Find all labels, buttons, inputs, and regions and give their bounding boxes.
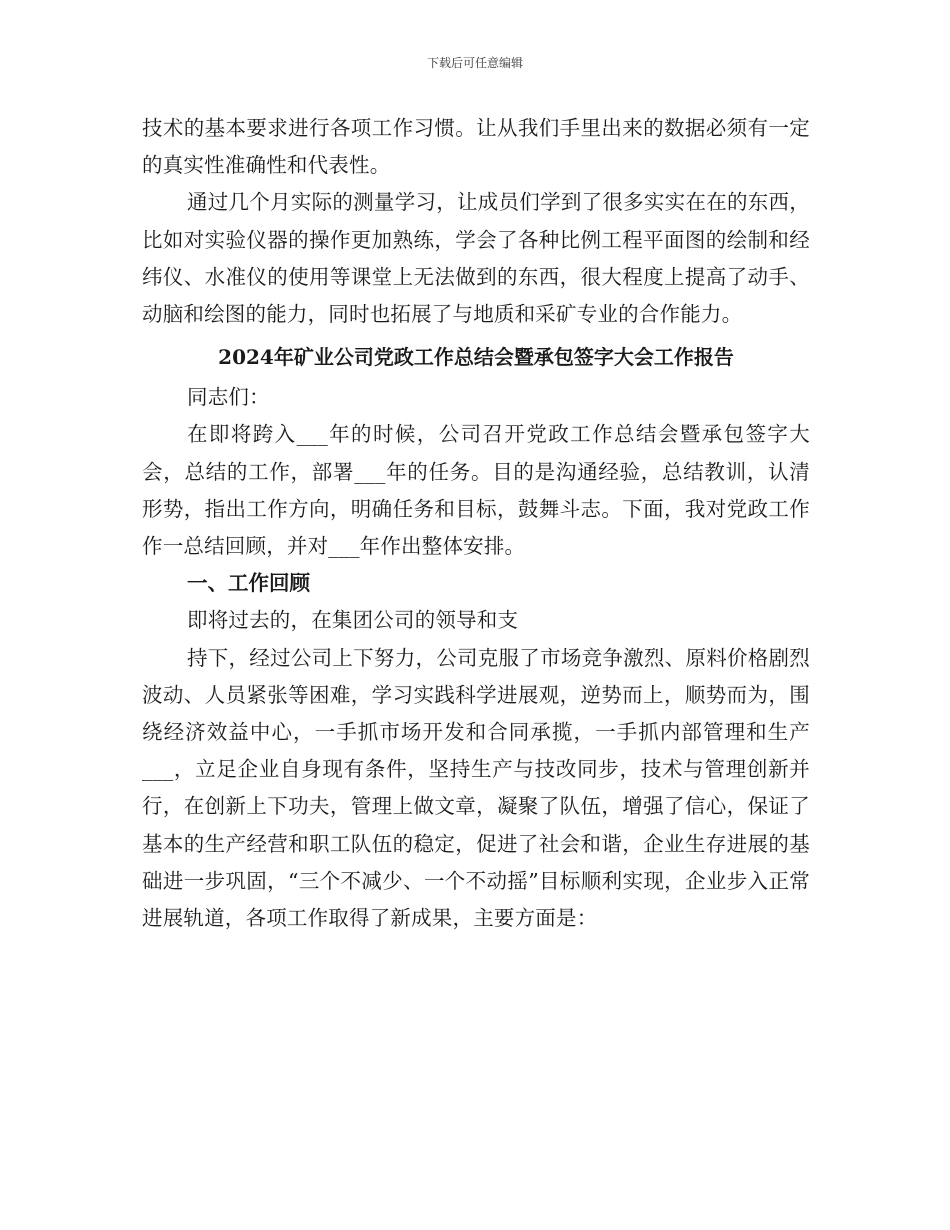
greeting: 同志们： [187, 385, 270, 410]
paragraph-2: 通过几个月实际的测量学习，让成员们学到了很多实实在在的东西，比如对实验仪器的操作更加熟练，学会了各种比例工程平面图的绘制和经纬仪、水准仪的使用等课堂上无法做到的东西，很大程度上提高了动手、动脑和绘图的能力，同时也拓展了与地质和采矿专业的合作能力。 [142, 190, 810, 327]
paragraph-5: 持下，经过公司上下努力，公司克服了市场竞争激烈、原料价格剧烈波动、人员紧张等困难，学习实践科学进展观，逆势而上，顺势而为，围绕经济效益中心，一手抓市场开发和合同承揽，一手抓内部管理和生产___，立足企业自身现有条件，坚持生产与技改同步，技术与管理创新并行，在创新上下功夫，管理上做文章，凝聚了队伍，增强了信心，保证了基本的生产经营和职工队伍的稳定，促进了社会和谐，企业生存进展的基础进一步巩固，“三个不减少、一个不动摇”目标顺利实现，企业步入正常进展轨道，各项工作取得了新成果，主要方面是： [142, 645, 810, 931]
document-body [142, 110, 810, 937]
paragraph-3: 在即将跨入___年的时候，公司召开党政工作总结会暨承包签字大会，总结的工作，部署___年的任务。目的是沟通经验，总结教训，认清形势，指出工作方向，明确任务和目标，鼓舞斗志。下面，我对党政工作作一总结回顾，并对___年作出整体安排。 [142, 422, 810, 559]
report-title: 2024年矿业公司党政工作总结会暨承包签字大会工作报告 [218, 345, 734, 370]
page-header-note: 下载后可任意编辑 [426, 56, 523, 70]
paragraph-4: 即将过去的，在集团公司的领导和支 [187, 608, 519, 633]
section-heading-1: 一、工作回顾 [187, 571, 310, 596]
paragraph-1: 技术的基本要求进行各项工作习惯。让从我们手里出来的数据必须有一定的真实性准确性和代表性。 [142, 116, 810, 178]
